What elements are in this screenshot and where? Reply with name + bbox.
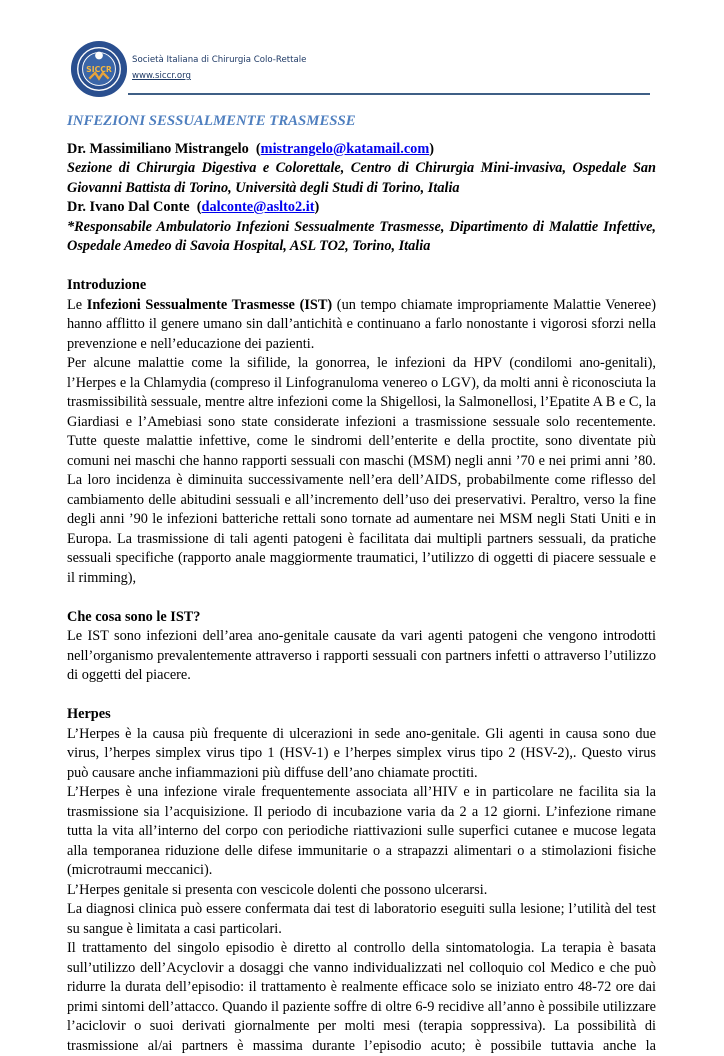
organization-name: Società Italiana di Chirurgia Colo-Rettale	[132, 55, 307, 65]
siccr-logo-icon	[70, 40, 128, 98]
paragraph: L’Herpes è una infezione virale frequentemente associata all’HIV e in particolare ne facilita sia la trasmissione sia l’acquisizione. Il periodo di incubazione varia da 2 a 12 giorni. L’infezione rimane tutta la vita all’interno del corpo con periodiche riattivazioni sulle superfici cutanee e mucose legata alla temporanea riduzione delle difese immunitarie o a strapazzi alimentari o a stimolazioni fisiche (microtraumi meccanici).	[67, 784, 656, 878]
section-heading-what-are-ist: Che cosa sono le IST?	[67, 608, 201, 625]
svg-text:SICCR: SICCR	[86, 64, 112, 74]
author-name: Dr. Massimiliano Mistrangelo	[67, 140, 249, 157]
section-heading-intro: Introduzione	[67, 277, 147, 293]
page-header	[70, 38, 652, 100]
paragraph: L’Herpes genitale si presenta con vescicole dolenti che possono ulcerarsi.	[67, 881, 488, 898]
paragraph: Le Infezioni Sessualmente Trasmesse (IST) (un tempo chiamate impropriamente Malattie Veneree) hanno afflitto il genere umano sin dall’antichità e continuano a farlo nonostante i vigorosi sforzi nella prevenzione e nell’educazione dei pazienti.	[67, 296, 656, 352]
author-affiliation: Sezione di Chirurgia Digestiva e Colorettale, Centro di Chirurgia Mini-invasiva, Ospedale San Giovanni Battista di Torino, Università degli Studi di Torino, Italia	[67, 160, 656, 196]
paragraph: L’Herpes è la causa più frequente di ulcerazioni in sede ano-genitale. Gli agenti in causa sono due virus, l’herpes simplex virus tipo 1 (HSV-1) e l’herpes simplex virus tipo 2 (HSV-2),. Questo virus può causare anche infiammazioni più diffuse dell’ano chiamate proctiti.	[67, 725, 656, 781]
author-email-link[interactable]: dalconte@aslto2.it	[201, 199, 315, 215]
author-affiliation: *Responsabile Ambulatorio Infezioni Sessualmente Trasmesse, Dipartimento di Malattie Infettive, Ospedale Amedeo di Savoia Hospital, ASL TO2, Torino, Italia	[67, 218, 656, 254]
organization-website-link[interactable]: www.siccr.org	[132, 71, 191, 81]
paragraph: Per alcune malattie come la sifilide, la gonorrea, le infezioni da HPV (condilomi ano-genitali), l’Herpes e la Chlamydia (compreso il Linfogranuloma venereo o LGV), da molti anni è riconosciuta la trasmissibilità sessuale, mentre altre infezioni come la Shigellosi, la Salmonellosi, l’Epatite A B e C, la Giardiasi e l’Amebiasi sono state considerate infezioni a trasmissione sessuale solo recentemente. Tutte queste malattie infettive, come le sindromi dell’enterite e della proctite, sono diventate più comuni nei maschi che hanno rapporti sessuali con maschi (MSM) negli anni ’70 e nei primi anni ’80. La loro incidenza è diminuita successivamente nell’era dell’AIDS, probabilmente come riflesso del cambiamento delle abitudini sessuali e all’incremento dell’uso dei preservativi. Peraltro, verso la fine degli anni ’90 le infezioni batteriche rettali sono tornate ad aumentare nei MSM negli Stati Uniti e in Europa. La trasmissione di tali agenti patogeni è facilitata dai multipli partners sessuali, da pratiche sessuali specifiche (rapporto anale maggiormente traumatici, l’utilizzo di oggetti di piacere sessuale e il rimming),	[67, 355, 656, 586]
paragraph: Il trattamento del singolo episodio è diretto al controllo della sintomatologia. La terapia è basata sull’utilizzo dell’Acyclovir a dosaggi che vanno individualizzati nel colloquio col Medico e che può ridurre la durata dell’episodio: il trattamento è realmente efficace solo se iniziato entro 48-72 ore dai primi sintomi dell’attacco. Quando il paziente soffre di oltre 6-9 recidive all’anno è possibile utilizzare l’aciclovir o suoi derivati giornalmente per molti mesi (terapia soppressiva). La possibilità di trasmissione al/ai partners è massima durante l’episodio acuto; è possibile tuttavia anche la	[67, 940, 656, 1054]
author-line-1: Dr. Massimiliano Mistrangelo (mistrangelo@katamail.com)	[67, 140, 434, 157]
author-name: Dr. Ivano Dal Conte	[67, 199, 190, 215]
author-email-link[interactable]: mistrangelo@katamail.com	[260, 140, 430, 157]
document-body	[67, 112, 656, 1056]
bold-term: Infezioni Sessualmente Trasmesse (IST)	[86, 296, 333, 313]
section-heading-herpes: Herpes	[67, 706, 111, 722]
paragraph: La diagnosi clinica può essere confermata dai test di laboratorio eseguiti sulla lesione; l’utilità del test su sangue è limitata a casi particolari.	[67, 901, 656, 937]
document-title: INFEZIONI SESSUALMENTE TRASMESSE	[67, 113, 356, 129]
author-line-2: Dr. Ivano Dal Conte (dalconte@aslto2.it)	[67, 199, 320, 215]
header-divider	[128, 93, 650, 95]
paragraph: Le IST sono infezioni dell’area ano-genitale causate da vari agenti patogeni che vengono introdotti nell’organismo prevalentemente attraverso i rapporti sessuali con partners infetti o attraverso l’utilizzo di oggetti del piacere.	[67, 628, 656, 683]
